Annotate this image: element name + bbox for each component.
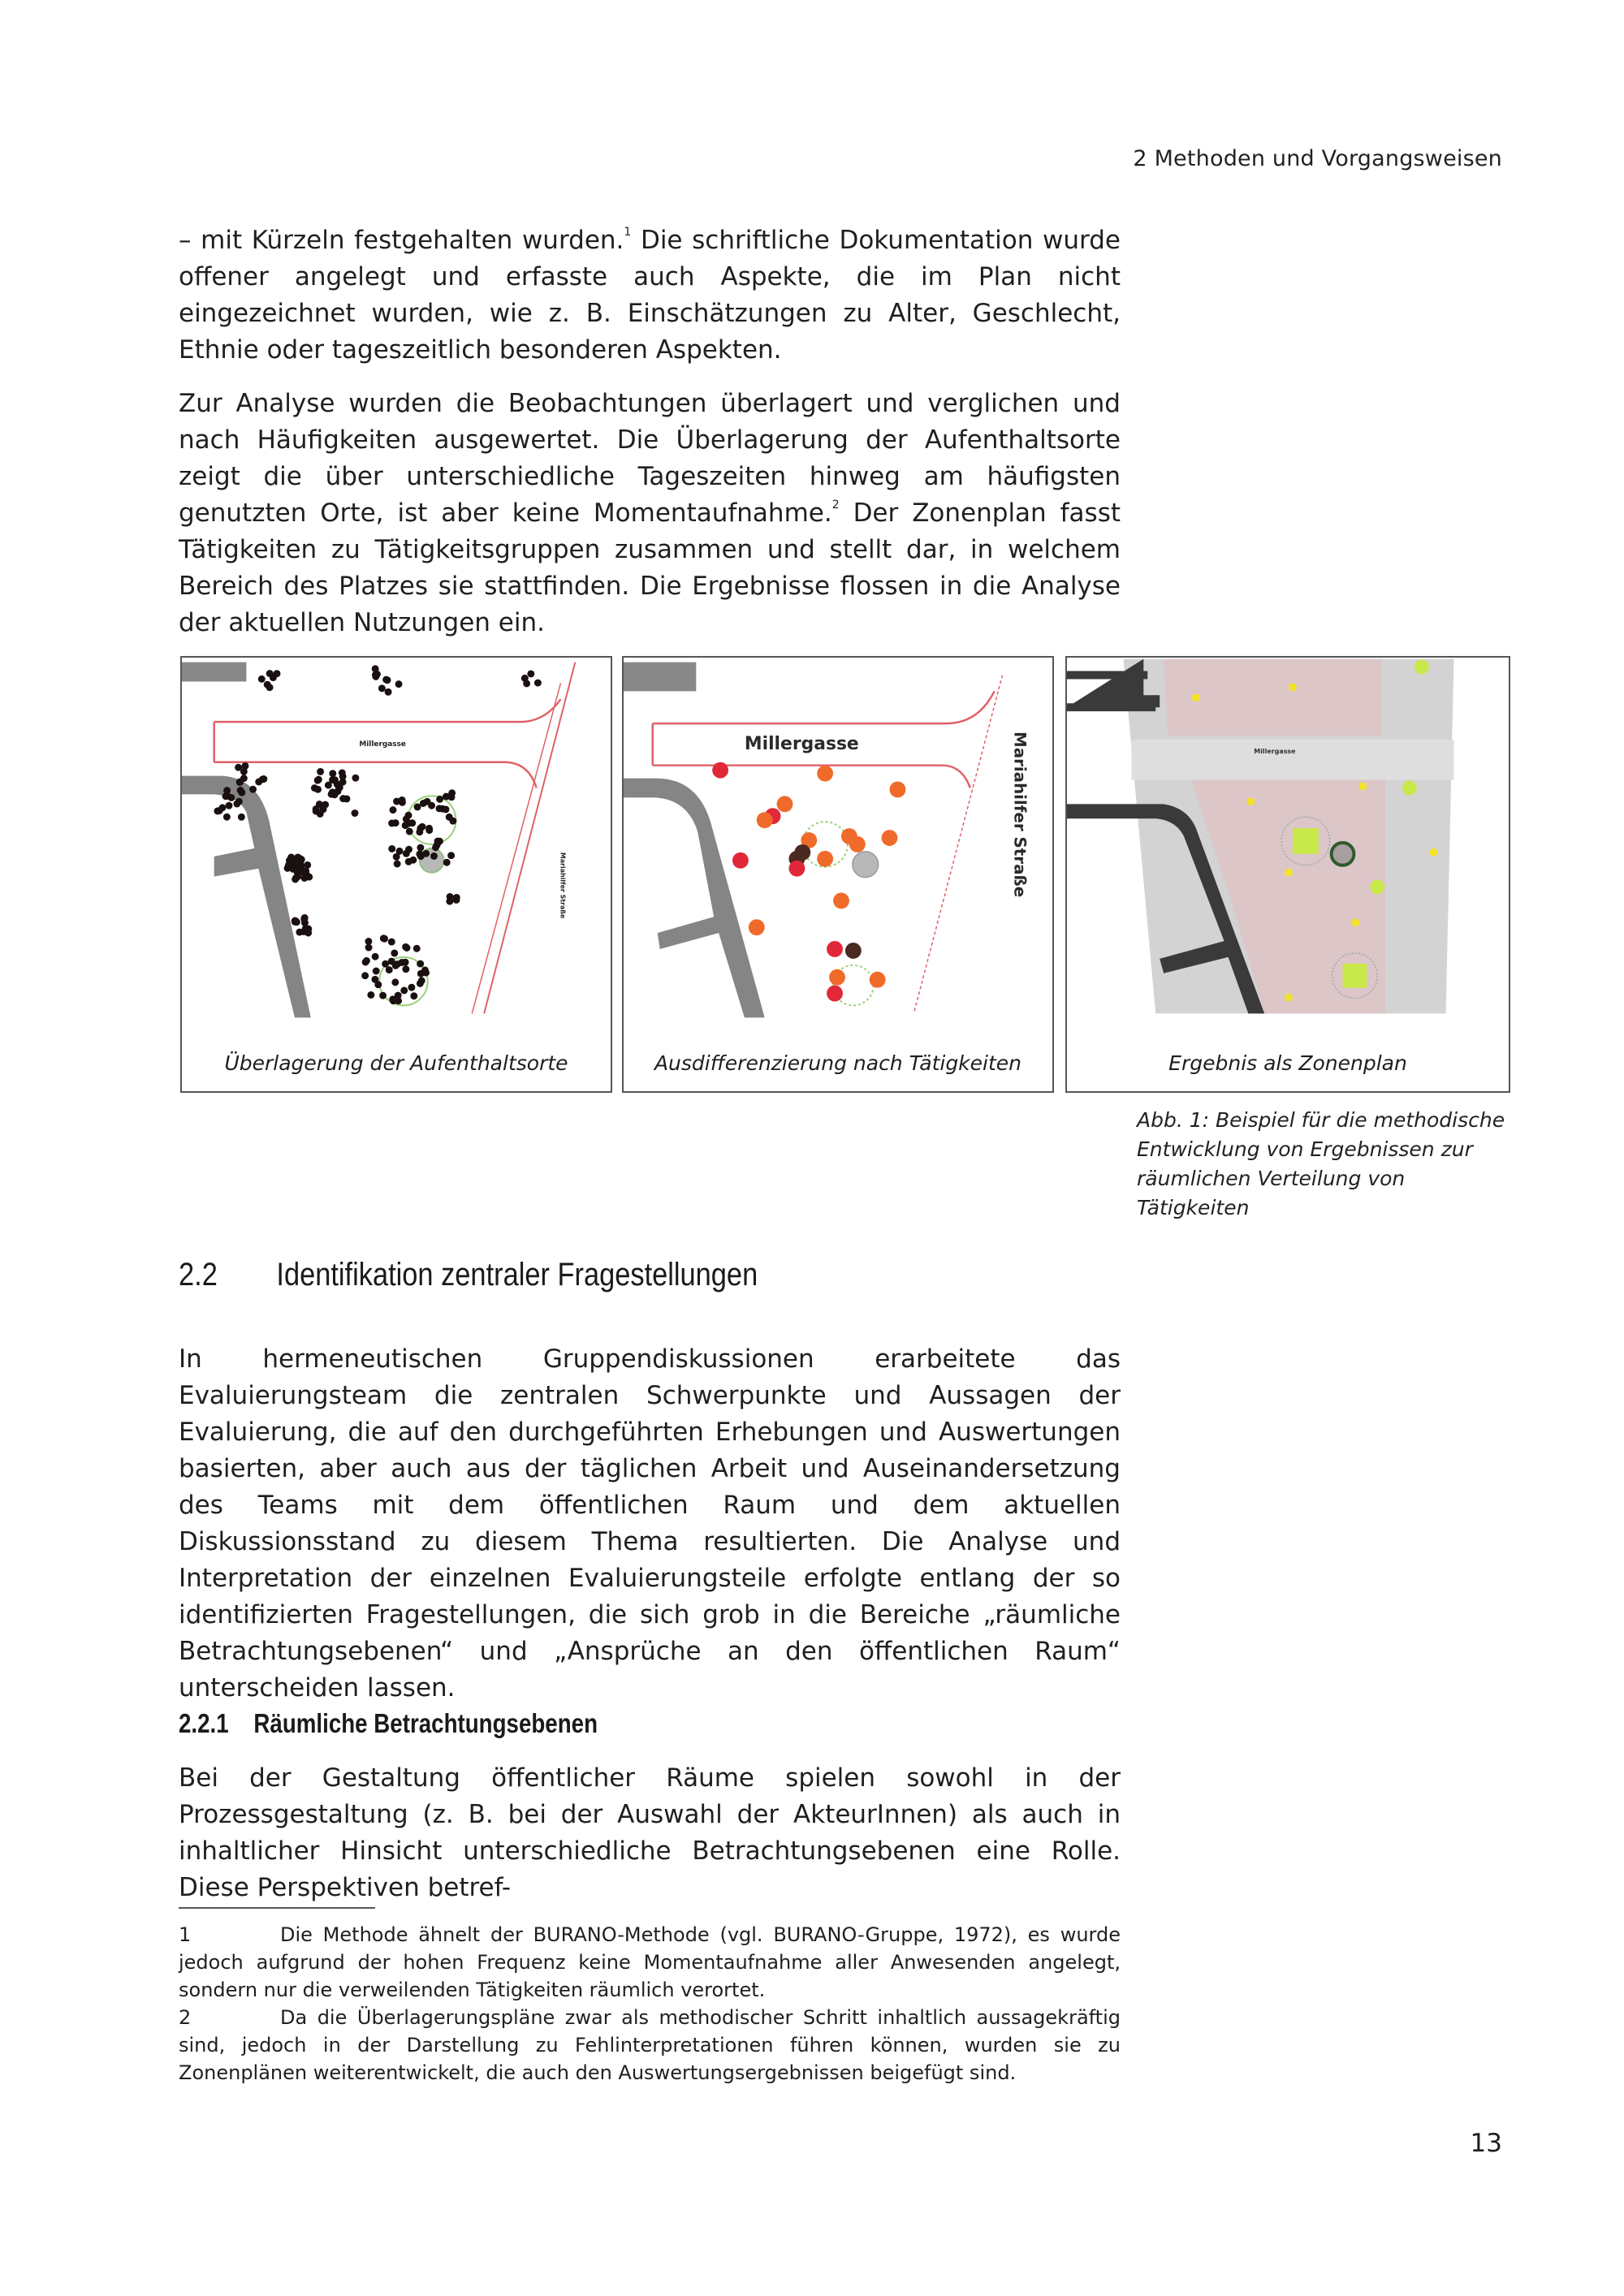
zone-marker-yellow [1358, 783, 1367, 791]
street-label-millergasse: Millergasse [744, 733, 859, 754]
person-dot [320, 805, 327, 813]
person-dot [405, 819, 412, 826]
person-dot [447, 852, 455, 859]
person-dot [527, 670, 534, 677]
person-dot [270, 674, 277, 681]
person-dot [388, 845, 395, 852]
person-dot [390, 997, 397, 1004]
person-dot [391, 950, 398, 957]
person-dot [446, 814, 453, 821]
footnote-text: Die Methode ähnelt der BURANO-Methode (vgl. BURANO-Gruppe, 1972), es wurde jedoch aufgrund der hohen Frequenz keine Momentaufnahme aller Anwesenden angelegt, sondern nur die verweilenden Tätigkeiten räumlich verortet. [179, 1923, 1121, 2001]
person-dot [330, 776, 337, 783]
activity-dot [757, 812, 773, 828]
person-dot [241, 762, 248, 770]
person-dot [313, 808, 320, 815]
footnote-ref-2[interactable]: 2 [831, 498, 840, 511]
person-dot [428, 802, 435, 809]
zone-marker-green [1415, 660, 1429, 675]
activity-dot [732, 852, 749, 869]
person-dot [381, 935, 388, 943]
zone-marker-yellow [1351, 918, 1359, 926]
person-dot [390, 806, 397, 814]
activity-dot [870, 972, 886, 988]
person-dot [400, 986, 408, 994]
person-dot [373, 968, 380, 975]
person-dot [417, 970, 425, 978]
zone-marker-yellow [1192, 693, 1200, 701]
person-dot [408, 984, 415, 991]
person-dot [298, 856, 305, 863]
person-dot [453, 896, 460, 904]
person-dot [361, 972, 369, 979]
person-dot [394, 861, 401, 868]
zone-marker-green [1402, 781, 1417, 796]
person-dot [365, 944, 373, 952]
person-dot [410, 992, 417, 999]
person-dot [393, 853, 400, 861]
figure-panel-activities [622, 656, 1054, 1093]
activity-dot [817, 766, 833, 782]
person-dot [222, 792, 230, 800]
person-dot [392, 819, 400, 826]
street-label-millergasse: Millergasse [1254, 747, 1296, 755]
footnote-1 [179, 1921, 1121, 2004]
person-dot [379, 992, 387, 999]
person-dot [339, 795, 347, 802]
section-heading-2-2-1 [179, 1708, 598, 1739]
footnotes [179, 1921, 1121, 2087]
footnote-divider [179, 1907, 375, 1909]
activity-dot [833, 893, 849, 909]
figure-abb-1 [180, 656, 1510, 1094]
person-dot [434, 838, 442, 845]
figure-caption: Abb. 1: Beispiel für die methodische Entwicklung von Ergebnissen zur räumlichen Verteilung von Tätigkeiten [1137, 1108, 1505, 1219]
running-head: 2 Methoden und Vorgangsweisen [1133, 146, 1502, 171]
activity-dot [890, 782, 906, 798]
person-dot [438, 805, 446, 813]
person-dot [446, 898, 453, 905]
section-number: 2.2 [179, 1257, 218, 1293]
person-dot [235, 798, 243, 805]
person-dot [218, 804, 226, 811]
paragraph-text: Bei der Gestaltung öffentlicher Räume spielen sowohl in der Prozessgestaltung (z. B. bei der Auswahl der AkteurInnen) als auch in inhaltlicher Hinsicht unterschiedliche Betrachtungsebenen eine Rolle. Diese Perspektiven betref- [179, 1763, 1121, 1902]
person-dot [336, 784, 343, 792]
figure-panel-label: Ergebnis als Zonenplan [1168, 1051, 1407, 1075]
footnote-number: 2 [179, 2006, 192, 2029]
person-dot [417, 980, 424, 987]
person-dot [425, 826, 433, 834]
person-dot [294, 869, 301, 876]
activity-dot [882, 830, 898, 846]
person-dot [402, 965, 409, 973]
paragraph-text: Der Zonenplan fasst Tätigkeiten zu Tätigkeitsgruppen zusammen und stellt dar, in welchem Bereich des Platzes sie stattfinden. Die Ergebnisse flossen in die Analyse der aktuellen Nutzungen ein. [179, 498, 1121, 637]
person-dot [395, 680, 403, 688]
activity-dot [712, 762, 728, 779]
figure-panel-overlay [180, 656, 612, 1093]
activity-dot [777, 796, 793, 812]
paragraph-text: Zur Analyse wurden die Beobachtungen überlagert und verglichen und nach Häufigkeiten ausgewertet. Die Überlagerung der Aufenthaltsorte zeigt die über unterschiedliche Tageszeiten hinweg am häufigsten genutzten Orte, ist aber keine Momentaufnahme. [179, 389, 1121, 528]
street-label-millergasse: Millergasse [359, 740, 406, 749]
person-dot [296, 929, 303, 936]
person-dot [236, 779, 244, 786]
activity-dot [827, 941, 843, 957]
person-dot [422, 850, 430, 857]
person-dot [325, 782, 332, 789]
activity-dot [827, 986, 843, 1002]
person-dot [258, 675, 266, 683]
person-dot [430, 852, 438, 860]
paragraph-text: Die schriftliche Dokumentation wurde offener angelegt und erfasste auch Aspekte, die im Plan nicht eingezeichnet wurden, wie z. B. Einschätzungen zu Alter, Geschlecht, Ethnie oder tageszeitlich besonderen Aspekten. [179, 226, 1121, 365]
paragraph-analysis [179, 386, 1121, 641]
person-dot [378, 684, 386, 692]
person-dot [287, 853, 295, 861]
paragraph-intro [179, 222, 1121, 369]
person-dot [382, 676, 390, 684]
page-number: 13 [1470, 2129, 1502, 2158]
person-dot [329, 770, 336, 777]
footnote-ref-1[interactable]: 1 [624, 226, 632, 239]
zone-plan-map [1067, 658, 1509, 1021]
person-dot [436, 796, 443, 803]
person-dot [292, 917, 300, 925]
person-dot [352, 775, 359, 782]
person-dot [260, 775, 267, 783]
person-dot [367, 991, 374, 999]
zone-marker-yellow [1430, 848, 1438, 857]
paragraph-text: – mit Kürzeln festgehalten wurden. [179, 226, 624, 255]
person-dot [238, 814, 245, 821]
person-dot [372, 953, 379, 960]
paragraph-spatial-levels [179, 1760, 1121, 1906]
person-dot [419, 823, 426, 831]
person-dot [417, 960, 424, 968]
person-dot [382, 960, 389, 968]
person-dot [404, 944, 411, 952]
person-dot [399, 796, 406, 804]
paragraph-group-discussions [179, 1341, 1121, 1707]
section-heading-2-2 [179, 1257, 758, 1293]
person-dot [304, 861, 311, 869]
zone-marker-yellow [1285, 994, 1293, 1002]
person-dot [266, 684, 274, 691]
person-dot [362, 959, 369, 966]
person-dot [372, 673, 379, 680]
person-dot [406, 828, 413, 835]
person-dot [292, 876, 299, 883]
person-dot [223, 814, 231, 821]
footnote-2 [179, 2004, 1121, 2087]
person-dot [237, 787, 244, 794]
person-dot [315, 776, 322, 783]
person-dot [374, 981, 382, 988]
street-label-mariahilfer: Mariahilfer Straße [1010, 732, 1030, 898]
person-dot [391, 978, 399, 986]
person-dot [286, 861, 293, 868]
zone-marker-yellow [1246, 797, 1255, 805]
person-dot [386, 966, 393, 973]
person-dot [249, 786, 257, 793]
person-dot [328, 791, 335, 798]
footnote-number: 1 [179, 1923, 192, 1946]
street-label-mariahilfer: Mariahilfer Straße [559, 852, 567, 919]
section-title: Räumliche Betrachtungsebenen [253, 1708, 598, 1738]
person-dot [521, 675, 529, 682]
activity-dot [794, 844, 810, 861]
activity-dot [788, 861, 805, 877]
activity-dot [817, 851, 833, 867]
person-dot [300, 916, 308, 923]
person-dot [352, 809, 359, 817]
activities-plan-map [624, 658, 1052, 1021]
section-number: 2.2.1 [179, 1708, 229, 1738]
person-dot [302, 925, 309, 932]
activity-dot [845, 943, 862, 959]
person-dot [311, 784, 318, 792]
activity-dot [849, 836, 866, 852]
person-dot [417, 844, 424, 852]
footnote-text: Da die Überlagerungspläne zwar als methodischer Schritt inhaltlich aussagekräftig sind, jedoch in der Darstellung zu Fehlinterpretationen führen können, wurden sie zu Zonenplänen weiterentwickelt, die auch den Auswertungsergebnissen beigefügt sind. [179, 2006, 1121, 2084]
activity-dot [749, 919, 765, 935]
person-dot [385, 688, 392, 696]
person-dot [392, 962, 400, 969]
person-dot [534, 680, 542, 687]
person-dot [388, 939, 395, 946]
person-dot [409, 857, 417, 864]
zone-marker-green [1370, 880, 1384, 895]
person-dot [398, 959, 405, 966]
person-dot [317, 768, 324, 775]
person-dot [305, 874, 313, 881]
overlay-plan-map [182, 658, 611, 1021]
person-dot [413, 945, 421, 952]
person-dot [403, 850, 410, 857]
zone-marker-yellow [1285, 869, 1293, 877]
figure-panel-label: Ausdifferenzierung nach Tätigkeiten [654, 1051, 1022, 1075]
person-dot [443, 859, 451, 866]
activity-dot [829, 969, 845, 986]
section-title: Identifikation zentraler Fragestellungen [276, 1257, 758, 1293]
person-dot [448, 793, 456, 801]
person-dot [226, 802, 233, 809]
figure-panel-zoneplan [1065, 656, 1510, 1093]
figure-panel-label: Überlagerung der Aufenthaltsorte [224, 1051, 568, 1075]
person-dot [414, 804, 421, 811]
zone-marker-yellow [1289, 683, 1297, 691]
paragraph-text: In hermeneutischen Gruppendiskussionen erarbeitete das Evaluierungsteam die zentralen Schwerpunkte und Aussagen der Evaluierung, die auf den durchgeführten Erhebungen und Auswertungen basierten, aber auch aus der täglichen Arbeit und Auseinandersetzung des Teams mit dem öffentlichen Raum und dem aktuellen Diskussionsstand zu diesem Thema resultierten. Die Analyse und Interpretation der einzelnen Evaluierungsteile erfolgte entlang der so identifizierten Fragestellungen, die sich grob in die Bereiche „räumliche Betrachtungsebenen“ und „Ansprüche an den öffentlichen Raum“ unterscheiden lassen. [179, 1344, 1121, 1703]
